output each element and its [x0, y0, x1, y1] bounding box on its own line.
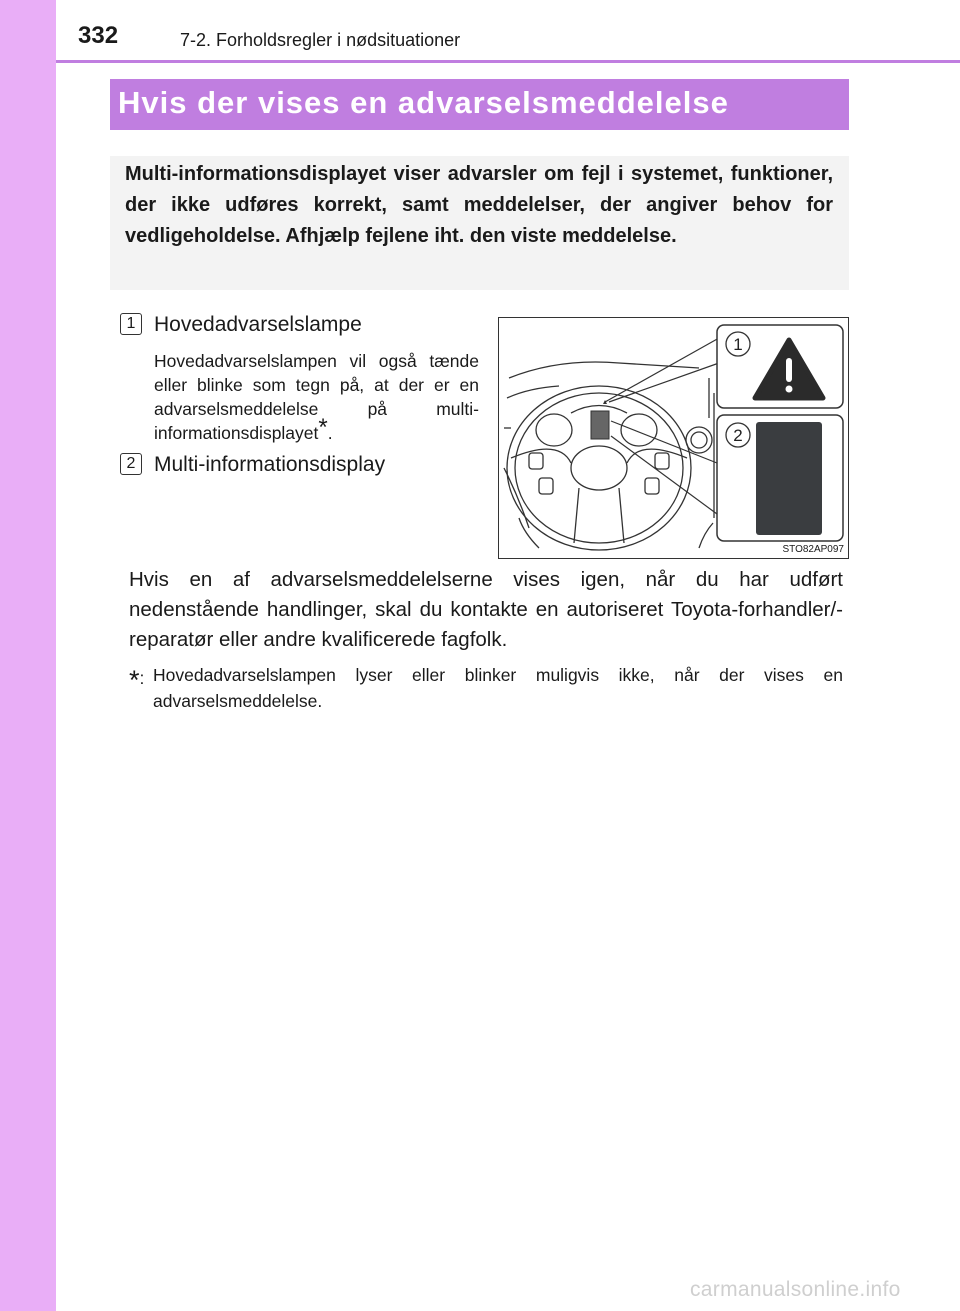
- footnote-colon: :: [139, 668, 145, 688]
- footnote-asterisk: *: [129, 665, 140, 695]
- item-1-description-end: .: [327, 423, 333, 443]
- item-1-title: Hovedadvarselslampe: [154, 313, 362, 336]
- footnote-marker: [129, 662, 145, 695]
- footnote-reference-mark: *: [318, 414, 328, 442]
- callout-2-label: 2: [733, 426, 743, 445]
- callout-1-label: 1: [733, 335, 743, 354]
- figure-code: STO82AP097: [782, 544, 844, 555]
- section-title-bar: [110, 79, 849, 130]
- watermark: carmanualsonline.info: [690, 1278, 901, 1301]
- dashboard-illustration: [498, 317, 849, 559]
- dashboard-drawing: [499, 318, 848, 558]
- footnote-text: Hovedadvarselslampen lyser eller blinker muligvis ikke, når der vises en advarselsmeddelelse.: [153, 665, 843, 711]
- section-title: Hvis der vises en advarselsmeddelelse: [118, 85, 729, 120]
- item-2-number-badge: 2: [120, 453, 142, 475]
- body-paragraph: Hvis en af advarselsmeddelelserne vises igen, når du har udført nedenstående handlinger, skal du kontakte en autoriseret Toyota-forhandler/-reparatør eller andre kvalificerede fagfolk.: [129, 568, 843, 651]
- footnote: [129, 662, 843, 714]
- item-1-number-badge: 1: [120, 313, 142, 335]
- page-number: 332: [78, 22, 119, 49]
- item-1-description-text: Hovedadvarselslampen vil også tænde eller blinke som tegn på, at der er en advarselsmeddelelse på multi-informationsdisplayet: [154, 351, 479, 443]
- item-1-description: [154, 349, 479, 445]
- page-sidebar-tab: [0, 0, 56, 1311]
- intro-box: Multi-informationsdisplayet viser advarsler om fejl i systemet, funktioner, der ikke udføres korrekt, samt meddelelser, der angiver behov for vedligeholdelse. Afhjælp fejlene iht. den viste meddelelse.: [110, 156, 849, 290]
- header-rule: [56, 60, 960, 63]
- section-breadcrumb: 7-2. Forholdsregler i nødsituationer: [180, 30, 461, 50]
- display-screen-icon: [756, 422, 822, 535]
- item-2-title: Multi-informationsdisplay: [154, 453, 386, 476]
